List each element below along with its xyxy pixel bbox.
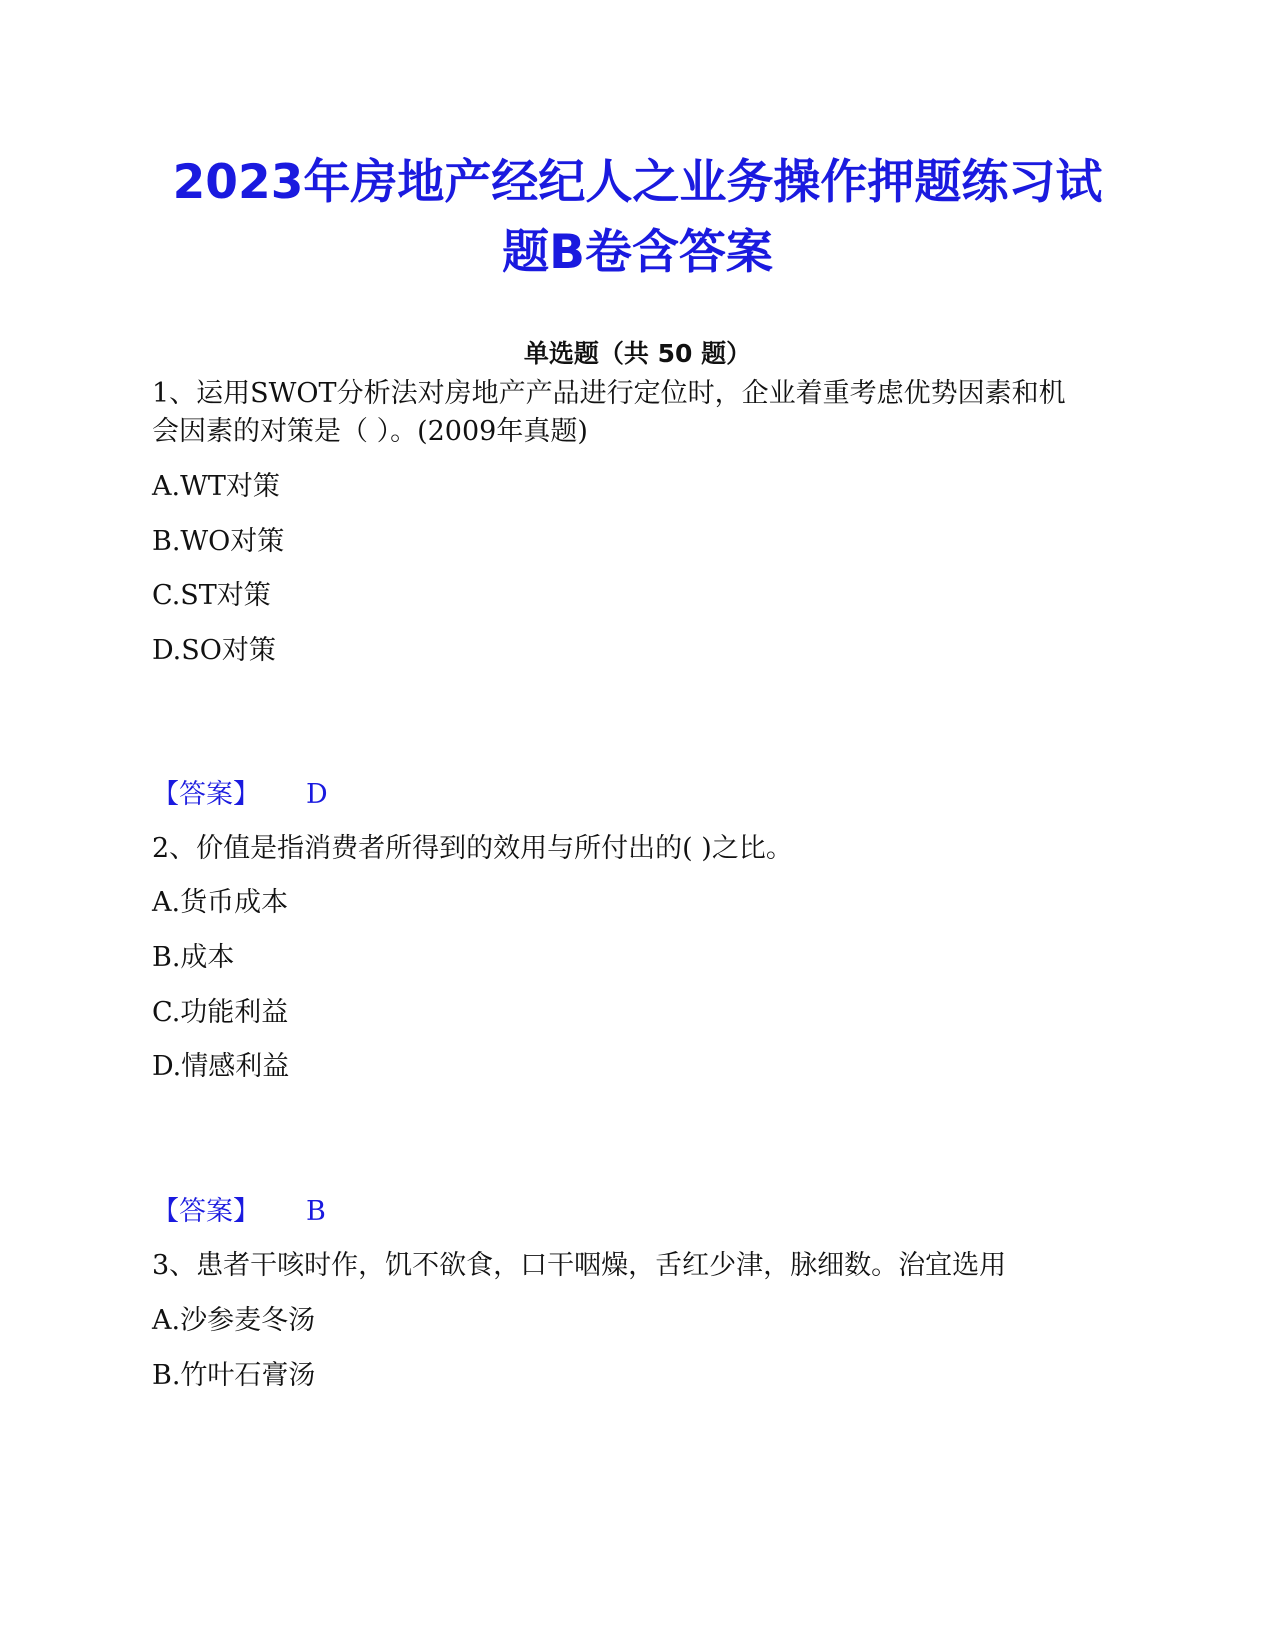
answer-value: D: [306, 779, 328, 810]
section-heading: 单选题（共 50 题）: [523, 339, 752, 368]
question-2-option-c: C.功能利益: [152, 997, 289, 1028]
question-1-stem-line-1: 1、运用SWOT分析法对房地产产品进行定位时，企业着重考虑优势因素和机: [152, 378, 1066, 409]
question-3-option-a: A.沙参麦冬汤: [152, 1305, 316, 1336]
question-1-option-b: B.WO对策: [152, 526, 285, 557]
answer-label: 【答案】: [152, 779, 260, 810]
answer-label: 【答案】: [152, 1196, 260, 1227]
answer-value: B: [306, 1196, 326, 1227]
question-1-answer: [152, 776, 328, 814]
question-2-answer: [152, 1193, 326, 1231]
question-2-option-a: A.货币成本: [152, 887, 289, 918]
document-title-line-1: 2023年房地产经纪人之业务操作押题练习试: [172, 155, 1103, 210]
document-title-line-2: 题B卷含答案: [502, 225, 773, 280]
question-1-option-c: C.ST对策: [152, 580, 271, 611]
question-2-option-b: B.成本: [152, 942, 235, 973]
question-1-option-a: A.WT对策: [152, 471, 280, 502]
question-1-stem-line-2: 会因素的对策是（ ）。(2009年真题): [152, 416, 588, 447]
question-1-option-d: D.SO对策: [152, 635, 276, 666]
question-2-stem: 2、价值是指消费者所得到的效用与所付出的( )之比。: [152, 833, 793, 864]
question-3-stem: 3、患者干咳时作，饥不欲食，口干咽燥，舌红少津，脉细数。治宜选用: [152, 1250, 1007, 1281]
question-2-option-d: D.情感利益: [152, 1051, 290, 1082]
question-3-option-b: B.竹叶石膏汤: [152, 1360, 316, 1391]
document-title: [100, 148, 1175, 288]
